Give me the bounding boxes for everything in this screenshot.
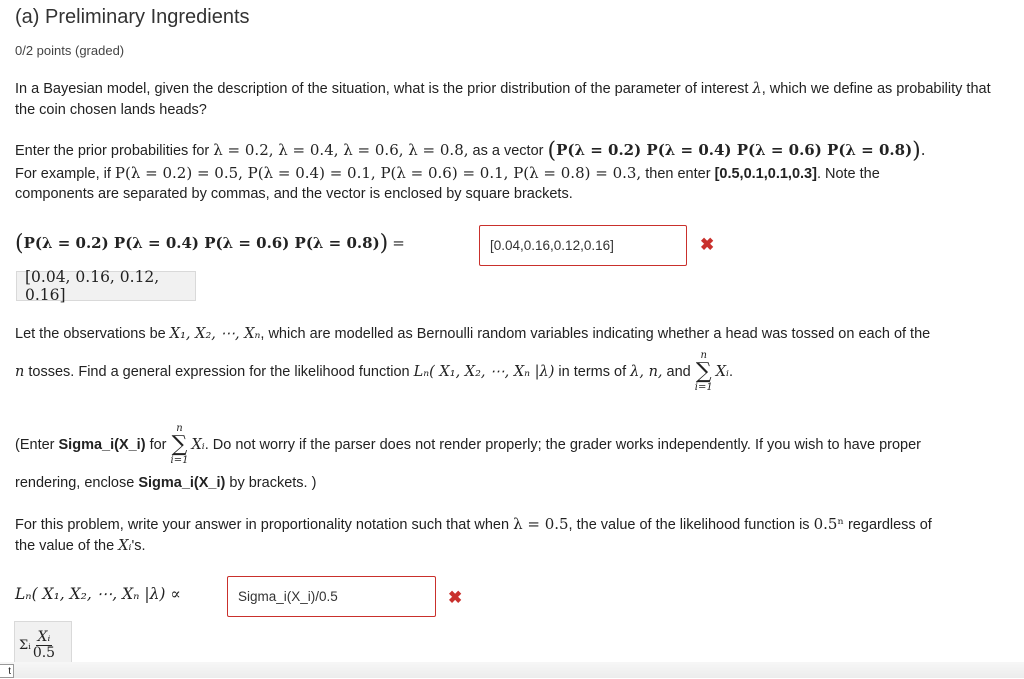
- side-tab[interactable]: t: [0, 664, 14, 678]
- prior-vector: P(λ = 0.2) P(λ = 0.4) P(λ = 0.6) P(λ = 0.8): [556, 141, 913, 159]
- terms-list: λ, n,: [630, 364, 663, 380]
- sum-lower: i=1: [170, 455, 189, 466]
- sigma-icon: Σᵢ: [19, 638, 31, 653]
- n-symbol: n: [15, 364, 25, 380]
- instructions-text: Enter the prior probabilities for: [15, 143, 214, 159]
- incorrect-icon: ✖: [448, 588, 463, 607]
- likelihood-expression: Lₙ( X₁, X₂, ⋯, Xₙ |λ): [413, 364, 555, 380]
- prior-answer-value: [0.04,0.16,0.12,0.16]: [490, 238, 614, 253]
- summation: [171, 424, 189, 466]
- incorrect-icon: ✖: [700, 235, 715, 254]
- instructions-line1: Enter the prior probabilities for λ = 0.2, λ = 0.4, λ = 0.6, λ = 0.8, as a vector (P(λ = 0.2) P(λ = 0.4) P(λ = 0.6) P(λ = 0.8)).: [15, 138, 926, 164]
- points-status: 0/2 points (graded): [15, 43, 125, 58]
- example-values: P(λ = 0.2) = 0.5, P(λ = 0.4) = 0.1, P(λ = 0.6) = 0.1, P(λ = 0.8) = 0.3,: [114, 164, 642, 182]
- summation: [695, 351, 713, 393]
- fraction-denominator: 0.5: [32, 645, 56, 661]
- sigma-syntax: Sigma_i(X_i): [138, 475, 226, 491]
- instructions-line3: components are separated by commas, and the vector is enclosed by square brackets.: [15, 186, 573, 202]
- likelihood-value: 0.5ⁿ: [813, 515, 844, 533]
- example-answer: [0.5,0.1,0.1,0.3]: [714, 166, 817, 182]
- prior-answer-input[interactable]: [479, 225, 687, 266]
- sum-lower: i=1: [694, 382, 713, 393]
- lambda-values: λ = 0.2, λ = 0.4, λ = 0.6, λ = 0.8,: [213, 141, 469, 159]
- likelihood-answer-value: Sigma_i(X_i)/0.5: [238, 589, 338, 604]
- sum-upper: n: [700, 350, 707, 361]
- vector-open-paren: (: [547, 138, 557, 164]
- intro-paragraph: [15, 79, 1005, 121]
- sigma-icon: ∑: [171, 432, 188, 457]
- proportionality-line1: [15, 513, 1020, 536]
- equals-sign: =: [392, 234, 405, 252]
- observations-text: Let the observations be: [15, 326, 170, 342]
- note-text: by brackets. ): [225, 475, 317, 491]
- question1-label: [15, 230, 405, 257]
- prop-text: 's.: [131, 538, 146, 554]
- question2-label: Lₙ( X₁, X₂, ⋯, Xₙ |λ) ∝: [15, 585, 181, 603]
- vector-close-paren: ): [379, 231, 389, 257]
- observations-text: and: [662, 364, 695, 380]
- observation-vars: X₁, X₂, ⋯, Xₙ: [169, 326, 261, 342]
- xi-symbol: Xᵢ: [118, 538, 132, 554]
- instructions-text: For example, if: [15, 166, 115, 182]
- enter-note-line2: [15, 473, 1020, 494]
- observations-text: tosses. Find a general expression for the likelihood function: [24, 364, 414, 380]
- note-text: for: [145, 437, 171, 453]
- note-text: rendering, enclose: [15, 475, 139, 491]
- period: .: [728, 364, 733, 380]
- preview-fraction: [33, 630, 55, 662]
- instructions-text: then enter: [641, 166, 715, 182]
- observations-text: , which are modelled as Bernoulli random variables indicating whether a head was tossed on each of the: [260, 326, 931, 342]
- instructions-text: . Note the: [816, 166, 880, 182]
- likelihood-answer-input[interactable]: [227, 576, 436, 617]
- prop-text: For this problem, write your answer in proportionality notation such that when: [15, 517, 514, 533]
- sigma-syntax: Sigma_i(X_i): [58, 437, 146, 453]
- observations-text: in terms of: [554, 364, 631, 380]
- vector-close-paren: ): [912, 138, 921, 164]
- observations-line2: [15, 346, 1020, 398]
- sum-upper: n: [176, 423, 183, 434]
- prop-text: regardless of: [843, 517, 932, 533]
- observations-line1: [15, 322, 1020, 346]
- proportionality-line2: [15, 535, 1020, 557]
- enter-note-line1: [15, 418, 1020, 472]
- q1-vector-label: P(λ = 0.2) P(λ = 0.4) P(λ = 0.6) P(λ = 0.8): [23, 234, 380, 252]
- problem-title: (a) Preliminary Ingredients: [15, 6, 250, 28]
- prop-text: , the value of the likelihood function is: [568, 517, 814, 533]
- instructions-text: as a vector: [468, 143, 548, 159]
- prior-answer-preview: [0.04, 0.16, 0.12, 0.16]: [16, 271, 196, 301]
- intro-text-end: , which we define as probability that the coin chosen lands heads?: [15, 81, 991, 118]
- fraction-numerator: Xᵢ: [37, 628, 51, 645]
- lambda-condition: λ = 0.5: [513, 515, 569, 533]
- note-text: (Enter: [15, 437, 59, 453]
- footer-bar: [0, 662, 1024, 678]
- sum-variable: Xᵢ: [191, 437, 205, 453]
- lambda-symbol: λ: [752, 81, 762, 97]
- sum-variable: Xᵢ: [715, 364, 729, 380]
- vector-open-paren: (: [15, 231, 24, 257]
- note-text: . Do not worry if the parser does not render properly; the grader works independently. If you wish to have proper: [204, 437, 921, 453]
- instructions-line2: [15, 163, 1015, 185]
- prop-text: the value of the: [15, 538, 119, 554]
- intro-text: In a Bayesian model, given the description of the situation, what is the prior distribution of the parameter of interest: [15, 81, 753, 97]
- sigma-icon: ∑: [695, 359, 712, 384]
